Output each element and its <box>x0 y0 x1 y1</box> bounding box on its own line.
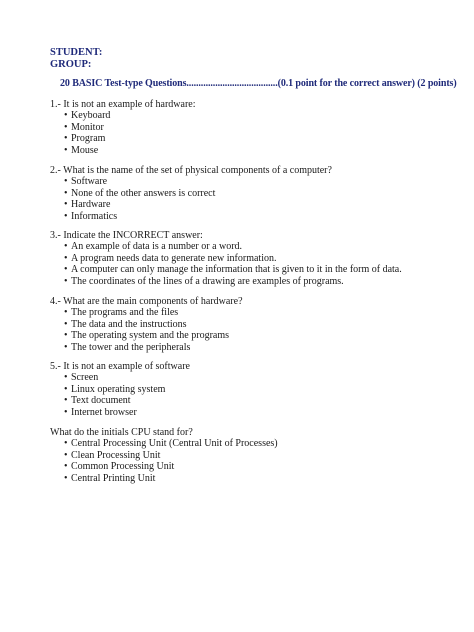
option-label: Monitor <box>71 121 104 133</box>
option-item <box>64 372 450 383</box>
question-6 <box>50 427 450 484</box>
student-label: STUDENT: <box>50 47 103 58</box>
options-list <box>50 176 450 222</box>
test-instructions: 20 BASIC Test-type Questions......................................(0.1 point for the correct answer) (2 points) <box>60 78 457 89</box>
options-list <box>50 438 450 484</box>
bullet-icon: • <box>64 395 68 407</box>
option-item <box>64 110 450 121</box>
bullet-icon: • <box>64 307 68 319</box>
option-item <box>64 122 450 133</box>
bullet-icon: • <box>64 210 68 222</box>
option-item <box>64 450 450 461</box>
bullet-icon: • <box>64 252 68 264</box>
bullet-icon: • <box>64 110 68 122</box>
option-item <box>64 176 450 187</box>
option-label: A program needs data to generate new information. <box>71 252 277 264</box>
bullet-icon: • <box>64 176 68 188</box>
option-label: The programs and the files <box>71 307 179 319</box>
option-label: Mouse <box>71 144 99 156</box>
group-label: GROUP: <box>50 59 92 70</box>
option-item <box>64 133 450 144</box>
options-list <box>50 372 450 418</box>
option-item <box>64 188 450 199</box>
option-item <box>64 342 450 353</box>
option-label: Common Processing Unit <box>71 461 175 473</box>
option-item <box>64 199 450 210</box>
question-text: 5.- It is not an example of software <box>50 361 190 372</box>
question-4 <box>50 296 450 353</box>
option-label: The tower and the peripherals <box>71 341 191 353</box>
bullet-icon: • <box>64 241 68 253</box>
option-item <box>64 253 450 264</box>
question-3 <box>50 230 450 287</box>
option-label: Text document <box>71 395 131 407</box>
bullet-icon: • <box>64 406 68 418</box>
option-label: None of the other answers is correct <box>71 187 216 199</box>
option-label: Linux operating system <box>71 383 166 395</box>
bullet-icon: • <box>64 438 68 450</box>
question-text: 3.- Indicate the INCORRECT answer: <box>50 230 203 241</box>
bullet-icon: • <box>64 383 68 395</box>
option-item <box>64 384 450 395</box>
option-label: Software <box>71 176 108 188</box>
option-item <box>64 307 450 318</box>
option-label: Hardware <box>71 199 111 211</box>
option-item <box>64 241 450 252</box>
bullet-icon: • <box>64 330 68 342</box>
question-5 <box>50 361 450 418</box>
option-item <box>64 145 450 156</box>
option-item <box>64 461 450 472</box>
bullet-icon: • <box>64 449 68 461</box>
option-label: The data and the instructions <box>71 318 187 330</box>
option-item <box>64 319 450 330</box>
question-text: 1.- It is not an example of hardware: <box>50 99 196 110</box>
bullet-icon: • <box>64 121 68 133</box>
option-label: Screen <box>71 372 99 384</box>
bullet-icon: • <box>64 318 68 330</box>
option-item <box>64 407 450 418</box>
option-label: The coordinates of the lines of a drawing are examples of programs. <box>71 275 344 287</box>
question-1 <box>50 99 450 156</box>
bullet-icon: • <box>64 199 68 211</box>
option-label: Informatics <box>71 210 118 222</box>
question-text: What do the initials CPU stand for? <box>50 427 193 438</box>
bullet-icon: • <box>64 275 68 287</box>
question-text: 4.- What are the main components of hardware? <box>50 296 243 307</box>
bullet-icon: • <box>64 133 68 145</box>
option-item <box>64 395 450 406</box>
bullet-icon: • <box>64 187 68 199</box>
bullet-icon: • <box>64 461 68 473</box>
option-label: Program <box>71 133 106 145</box>
bullet-icon: • <box>64 144 68 156</box>
option-label: Central Printing Unit <box>71 472 156 484</box>
question-2 <box>50 165 450 222</box>
option-item <box>64 264 450 275</box>
option-item <box>64 438 450 449</box>
options-list <box>50 241 450 287</box>
option-label: Clean Processing Unit <box>71 449 161 461</box>
option-item <box>64 276 450 287</box>
bullet-icon: • <box>64 264 68 276</box>
bullet-icon: • <box>64 341 68 353</box>
option-label: A computer can only manage the information that is given to it in the form of data. <box>71 264 402 276</box>
option-item <box>64 211 450 222</box>
options-list <box>50 307 450 353</box>
option-item <box>64 473 450 484</box>
option-label: An example of data is a number or a word. <box>71 241 243 253</box>
option-label: The operating system and the programs <box>71 330 230 342</box>
bullet-icon: • <box>64 372 68 384</box>
option-label: Internet browser <box>71 406 137 418</box>
question-text: 2.- What is the name of the set of physical components of a computer? <box>50 165 332 176</box>
option-label: Central Processing Unit (Central Unit of Processes) <box>71 438 278 450</box>
option-label: Keyboard <box>71 110 111 122</box>
bullet-icon: • <box>64 472 68 484</box>
options-list <box>50 110 450 156</box>
option-item <box>64 330 450 341</box>
